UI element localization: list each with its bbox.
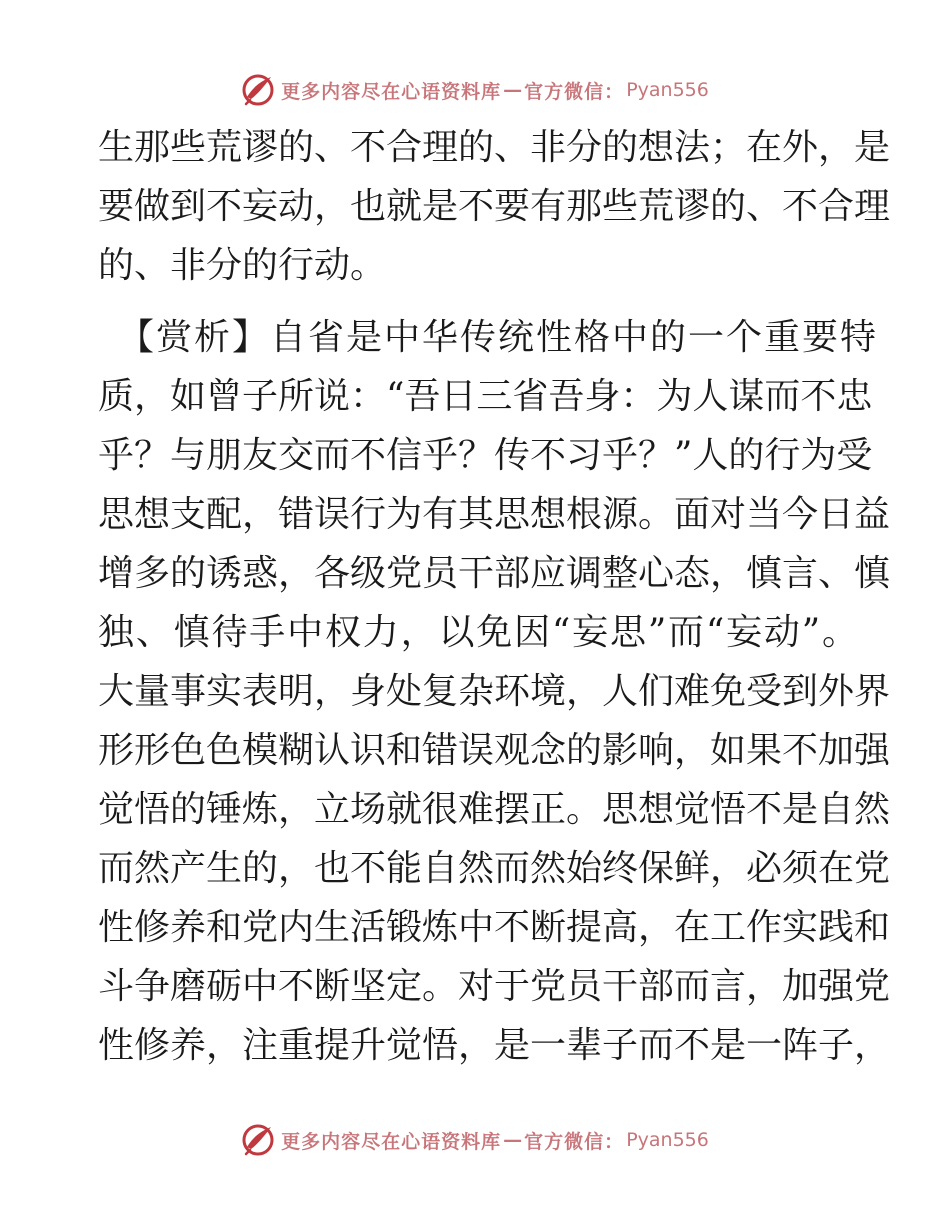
paragraph-appreciation <box>98 308 891 1075</box>
text-line: 觉悟的锤炼，立场就很难摆正。思想觉悟不是自然 <box>98 789 891 830</box>
banner-wechat-id: Pyan556 <box>626 1129 709 1151</box>
paragraph-explanation <box>98 118 891 295</box>
text-line: 形形色色模糊认识和错误观念的影响，如果不加强 <box>98 730 891 771</box>
quill-pen-logo-icon <box>241 1123 275 1157</box>
text-line: 要做到不妄动，也就是不要有那些荒谬的、不合理 <box>98 186 891 227</box>
text-line: 而然产生的，也不能自然而然始终保鲜，必须在党 <box>98 848 891 889</box>
text-line: 增多的诱惑，各级党员干部应调整心态，慎言、慎 <box>98 553 891 594</box>
banner-separator: — <box>503 79 523 101</box>
banner-wechat-id: Pyan556 <box>626 79 709 101</box>
banner-wechat-label: 官方微信： <box>524 1130 625 1153</box>
text-line: 独、慎待手中权力，以免因“妄思”而“妄动”。 <box>98 612 858 653</box>
text-line: 生那些荒谬的、不合理的、非分的想法；在外，是 <box>98 127 891 168</box>
text-line: 思想支配，错误行为有其思想根源。面对当今日益 <box>98 494 891 535</box>
text-line: 性修养和党内生活锻炼中不断提高，在工作实践和 <box>98 907 891 948</box>
text-line: 斗争磨砺中不断坚定。对于党员干部而言，加强党 <box>98 966 891 1007</box>
banner-main-text: 更多内容尽在心语资料库 <box>281 1130 502 1153</box>
footer-watermark-banner <box>0 1120 950 1160</box>
quill-pen-logo-icon <box>241 73 275 107</box>
banner-separator: — <box>503 1129 523 1151</box>
text-line: 性修养，注重提升觉悟，是一辈子而不是一阵子， <box>98 1025 891 1066</box>
document-body <box>98 118 891 1075</box>
banner-wechat-label: 官方微信： <box>524 80 625 103</box>
text-line: 质，如曾子所说：“吾日三省吾身：为人谋而不忠 <box>98 376 873 417</box>
header-watermark-banner <box>0 70 950 110</box>
text-line: 的、非分的行动。 <box>98 245 387 286</box>
text-line: 大量事实表明，身处复杂环境，人们难免受到外界 <box>98 671 891 712</box>
text-line: 【赏析】自省是中华传统性格中的一个重要特 <box>118 317 879 358</box>
banner-main-text: 更多内容尽在心语资料库 <box>281 80 502 103</box>
text-line: 乎？与朋友交而不信乎？传不习乎？”人的行为受 <box>98 435 873 476</box>
